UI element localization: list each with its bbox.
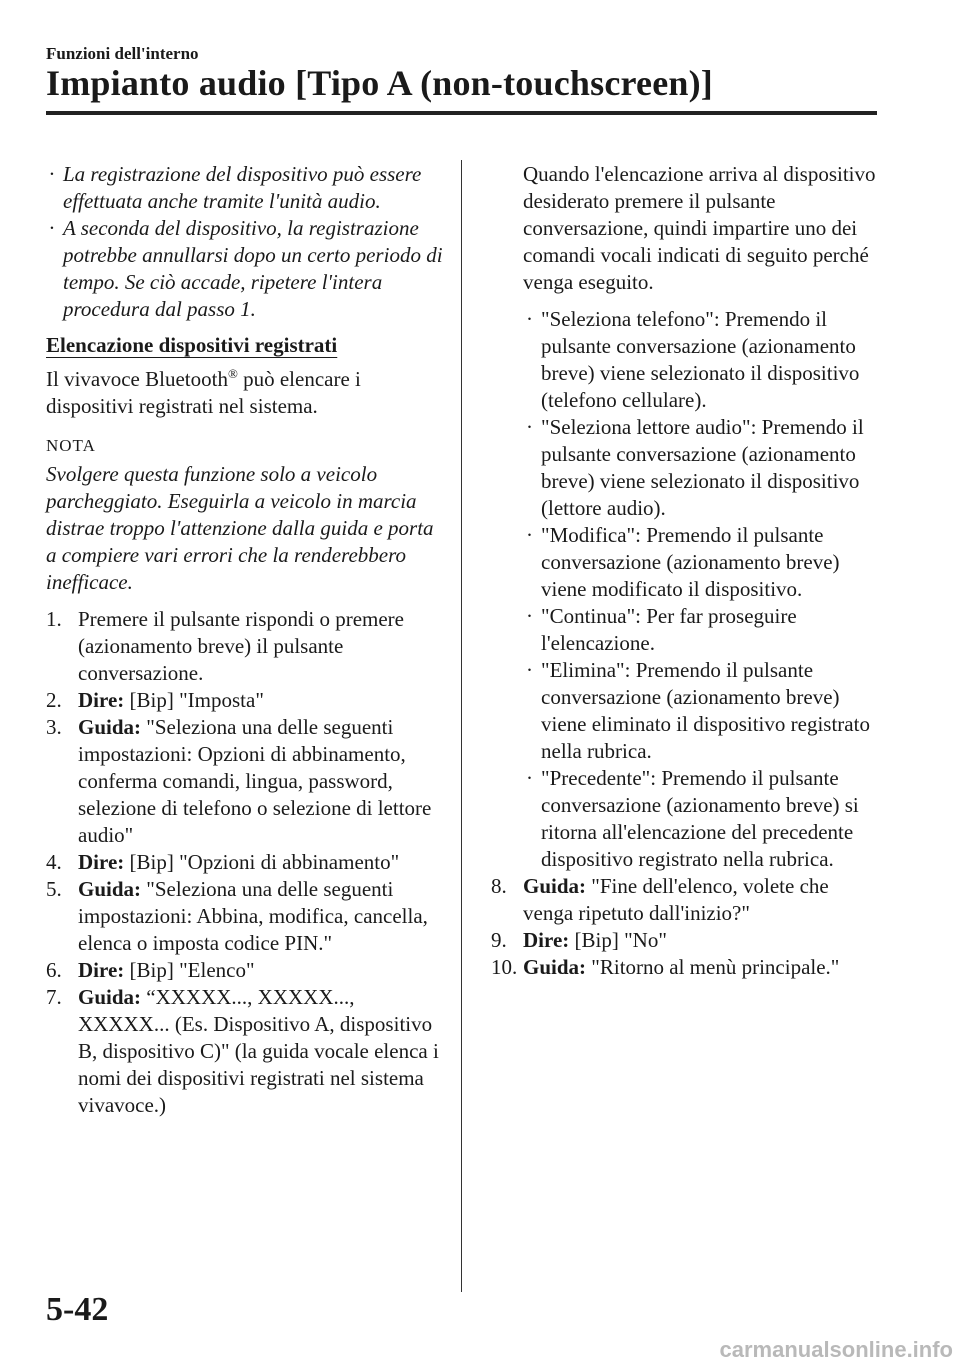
- page-number: 5-42: [46, 1291, 109, 1328]
- step-number: 3.: [46, 715, 62, 739]
- step-text: Premere il pulsante rispondi o premere (azionamento breve) il pulsante conversazione.: [78, 607, 404, 685]
- command-item: · "Elimina": Premendo il pulsante conversazione (azionamento breve) viene eliminato il dispositivo registrato nella rubrica.: [523, 657, 876, 765]
- step-text: "Seleziona una delle seguenti impostazioni: Abbina, modifica, cancella, elenca o imposta codice PIN.": [78, 877, 428, 955]
- note-bullet: · A seconda del dispositivo, la registrazione potrebbe annullarsi dopo un certo periodo di tempo. Se ciò accade, ripetere l'intera procedura dal passo 1.: [46, 215, 446, 323]
- step-text: [Bip] "Imposta": [124, 688, 264, 712]
- note-bullet: · La registrazione del dispositivo può essere effettuata anche tramite l'unità audio.: [46, 161, 446, 215]
- step-keyword: Dire:: [523, 928, 570, 952]
- left-column: [46, 161, 446, 1119]
- nota-text: Svolgere questa funzione solo a veicolo parcheggiato. Eseguirla a veicolo in marcia distrae troppo l'attenzione dalla guida e porta a compiere vari errori che la renderebbero inefficace.: [46, 462, 434, 594]
- step-8: [491, 873, 876, 927]
- step-text: “XXXXX..., XXXXX..., XXXXX... (Es. Dispositivo A, dispositivo B, dispositivo C)" (la guida vocale elenca i nomi dei dispositivi registrati nel sistema vivavoce.): [78, 985, 439, 1117]
- command-item: · "Modifica": Premendo il pulsante conversazione (azionamento breve) viene modificato il dispositivo.: [523, 522, 876, 603]
- intro-paragraph: [46, 366, 446, 420]
- command-item: · "Precedente": Premendo il pulsante conversazione (azionamento breve) si ritorna all'elencazione del precedente dispositivo registrato nella rubrica.: [523, 765, 876, 873]
- step-text: [Bip] "No": [569, 928, 667, 952]
- step-text: "Fine dell'elenco, volete che venga ripetuto dall'inizio?": [523, 874, 829, 925]
- step-number: 9.: [491, 928, 507, 952]
- command-item: · "Seleziona telefono": Premendo il pulsante conversazione (azionamento breve) viene selezionato il dispositivo (telefono cellulare).: [523, 306, 876, 414]
- step-keyword: Dire:: [78, 688, 125, 712]
- title-rule: [46, 111, 877, 115]
- step-number: 2.: [46, 688, 62, 712]
- step-3: [46, 714, 446, 849]
- step-text: [Bip] "Elenco": [124, 958, 255, 982]
- step-5: [46, 876, 446, 957]
- step-7-continuation: Quando l'elencazione arriva al dispositivo desiderato premere il pulsante conversazione, quindi impartire uno dei comandi vocali indicati di seguito perché venga eseguito.: [523, 162, 876, 294]
- step-text: "Seleziona una delle seguenti impostazioni: Opzioni di abbinamento, conferma comandi, lingua, password, selezione di telefono o selezione di lettore audio": [78, 715, 432, 847]
- registered-mark: ®: [227, 366, 238, 381]
- step-keyword: Guida:: [78, 985, 142, 1009]
- steps-list: [46, 606, 446, 1119]
- step-number: 5.: [46, 877, 62, 901]
- page-title: Impianto audio [Tipo A (non-touchscreen)]: [46, 63, 713, 103]
- command-item: · "Seleziona lettore audio": Premendo il pulsante conversazione (azionamento breve) viene selezionato il dispositivo (lettore audio).: [523, 414, 876, 522]
- step-text: "Ritorno al menù principale.": [586, 955, 840, 979]
- step-keyword: Guida:: [78, 877, 142, 901]
- nota-label: NOTA: [46, 436, 96, 455]
- intro-text: Il vivavoce Bluetooth: [46, 367, 228, 391]
- step-2: [46, 687, 446, 714]
- step-6: [46, 957, 446, 984]
- step-9: [491, 927, 876, 954]
- step-text: [Bip] "Opzioni di abbinamento": [124, 850, 400, 874]
- command-item: · "Continua": Per far proseguire l'elencazione.: [523, 603, 876, 657]
- step-number: 1.: [46, 607, 62, 631]
- step-keyword: Guida:: [523, 874, 587, 898]
- section-heading: Elencazione dispositivi registrati: [46, 333, 338, 357]
- step-keyword: Guida:: [78, 715, 142, 739]
- step-number: 6.: [46, 958, 62, 982]
- right-column: [491, 161, 876, 981]
- step-number: 10.: [491, 955, 518, 979]
- step-keyword: Guida:: [523, 955, 587, 979]
- watermark: carmanualsonline.info: [719, 1337, 953, 1362]
- step-1: [46, 606, 446, 687]
- step-keyword: Dire:: [78, 958, 125, 982]
- step-4: [46, 849, 446, 876]
- intro-text: può elencare i dispositivi registrati nel sistema.: [46, 367, 361, 418]
- command-list: [523, 306, 876, 873]
- step-number: 7.: [46, 985, 62, 1009]
- step-7: [46, 984, 446, 1119]
- step-keyword: Dire:: [78, 850, 125, 874]
- step-10: [491, 954, 876, 981]
- step-number: 4.: [46, 850, 62, 874]
- column-divider: [461, 160, 462, 1292]
- step-number: 8.: [491, 874, 507, 898]
- section-label: Funzioni dell'interno: [46, 44, 199, 63]
